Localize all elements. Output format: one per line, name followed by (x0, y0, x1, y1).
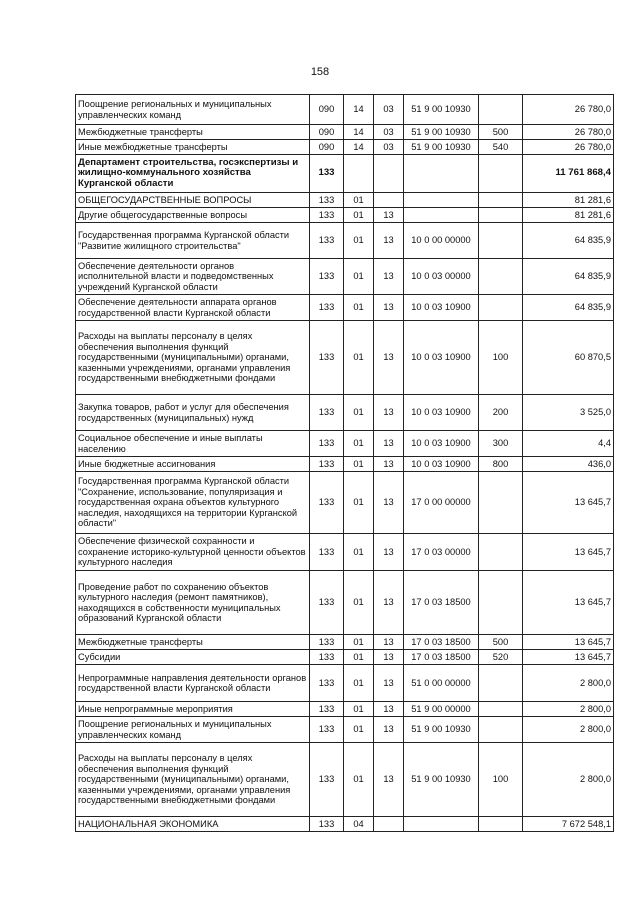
table-row (76, 321, 614, 395)
table-row (76, 208, 614, 223)
section-code-cell: 01 (344, 457, 374, 472)
subsection-code-cell: 13 (374, 665, 404, 702)
row-name-cell: Социальное обеспечение и иные выплаты населению (76, 431, 310, 457)
row-name-cell: НАЦИОНАЛЬНАЯ ЭКОНОМИКА (76, 817, 310, 832)
budget-table (75, 94, 614, 832)
target-article-cell: 10 0 03 10900 (404, 295, 479, 321)
expense-type-cell: 800 (479, 457, 523, 472)
target-article-cell: 51 9 00 10930 (404, 95, 479, 125)
table-row (76, 193, 614, 208)
expense-type-cell (479, 208, 523, 223)
row-name-cell: Поощрение региональных и муниципальных управленческих команд (76, 95, 310, 125)
section-code-cell: 01 (344, 223, 374, 259)
expense-type-cell: 500 (479, 125, 523, 140)
expense-type-cell (479, 571, 523, 635)
target-article-cell: 10 0 03 10900 (404, 321, 479, 395)
target-article-cell: 10 0 03 00000 (404, 259, 479, 295)
ministry-code-cell: 133 (310, 457, 344, 472)
expense-type-cell (479, 472, 523, 534)
subsection-code-cell: 13 (374, 295, 404, 321)
amount-cell: 3 525,0 (523, 395, 614, 431)
section-code-cell: 01 (344, 193, 374, 208)
target-article-cell: 10 0 03 10900 (404, 395, 479, 431)
expense-type-cell: 520 (479, 650, 523, 665)
expense-type-cell: 200 (479, 395, 523, 431)
section-code-cell: 14 (344, 95, 374, 125)
amount-cell: 26 780,0 (523, 140, 614, 155)
table-row (76, 125, 614, 140)
target-article-cell: 17 0 03 18500 (404, 571, 479, 635)
subsection-code-cell: 13 (374, 717, 404, 743)
subsection-code-cell: 13 (374, 321, 404, 395)
target-article-cell: 51 9 00 10930 (404, 140, 479, 155)
table-row (76, 457, 614, 472)
table-row (76, 702, 614, 717)
ministry-code-cell: 090 (310, 140, 344, 155)
ministry-code-cell: 133 (310, 259, 344, 295)
amount-cell: 2 800,0 (523, 702, 614, 717)
target-article-cell: 17 0 03 18500 (404, 650, 479, 665)
section-code-cell: 14 (344, 140, 374, 155)
section-code-cell: 01 (344, 650, 374, 665)
ministry-code-cell: 133 (310, 431, 344, 457)
ministry-code-cell: 133 (310, 635, 344, 650)
ministry-code-cell: 133 (310, 571, 344, 635)
ministry-code-cell: 133 (310, 717, 344, 743)
amount-cell: 436,0 (523, 457, 614, 472)
ministry-code-cell: 133 (310, 321, 344, 395)
expense-type-cell (479, 665, 523, 702)
amount-cell: 11 761 868,4 (523, 155, 614, 193)
target-article-cell: 51 0 00 00000 (404, 665, 479, 702)
subsection-code-cell: 13 (374, 457, 404, 472)
amount-cell: 64 835,9 (523, 295, 614, 321)
amount-cell: 26 780,0 (523, 95, 614, 125)
section-code-cell: 01 (344, 321, 374, 395)
expense-type-cell (479, 193, 523, 208)
amount-cell: 64 835,9 (523, 259, 614, 295)
section-code-cell: 04 (344, 817, 374, 832)
target-article-cell: 51 9 00 10930 (404, 717, 479, 743)
amount-cell: 13 645,7 (523, 472, 614, 534)
section-code-cell: 01 (344, 259, 374, 295)
section-code-cell: 01 (344, 431, 374, 457)
section-code-cell: 01 (344, 635, 374, 650)
row-name-cell: Расходы на выплаты персоналу в целях обеспечения выполнения функций государственными (муниципальными) органами, казенными учреждениями, органами управления государственными внебюджетными фондами (76, 743, 310, 817)
row-name-cell: Поощрение региональных и муниципальных управленческих команд (76, 717, 310, 743)
row-name-cell: Обеспечение физической сохранности и сохранение историко-культурной ценности объектов культурного наследия (76, 534, 310, 571)
ministry-code-cell: 133 (310, 665, 344, 702)
expense-type-cell (479, 817, 523, 832)
expense-type-cell: 540 (479, 140, 523, 155)
subsection-code-cell (374, 193, 404, 208)
target-article-cell (404, 817, 479, 832)
amount-cell: 60 870,5 (523, 321, 614, 395)
subsection-code-cell: 03 (374, 125, 404, 140)
expense-type-cell (479, 702, 523, 717)
row-name-cell: Непрограммные направления деятельности органов государственной власти Курганской области (76, 665, 310, 702)
section-code-cell: 01 (344, 534, 374, 571)
target-article-cell: 10 0 03 10900 (404, 457, 479, 472)
ministry-code-cell: 133 (310, 295, 344, 321)
amount-cell: 81 281,6 (523, 208, 614, 223)
table-row (76, 717, 614, 743)
target-article-cell: 17 0 00 00000 (404, 472, 479, 534)
row-name-cell: Иные непрограммные мероприятия (76, 702, 310, 717)
subsection-code-cell: 13 (374, 571, 404, 635)
table-row (76, 571, 614, 635)
subsection-code-cell: 13 (374, 635, 404, 650)
row-name-cell: Государственная программа Курганской области "Сохранение, использование, популяризация и государственная охрана объектов культурного наследия, находящихся на территории Курганской области" (76, 472, 310, 534)
ministry-code-cell: 133 (310, 743, 344, 817)
row-name-cell: Обеспечение деятельности органов исполнительной власти и подведомственных учреждений Курганской области (76, 259, 310, 295)
table-row (76, 223, 614, 259)
subsection-code-cell (374, 817, 404, 832)
amount-cell: 13 645,7 (523, 650, 614, 665)
table-row (76, 431, 614, 457)
subsection-code-cell: 13 (374, 208, 404, 223)
amount-cell: 13 645,7 (523, 635, 614, 650)
row-name-cell: Субсидии (76, 650, 310, 665)
subsection-code-cell (374, 155, 404, 193)
amount-cell: 2 800,0 (523, 743, 614, 817)
ministry-code-cell: 133 (310, 702, 344, 717)
expense-type-cell (479, 259, 523, 295)
table-row (76, 95, 614, 125)
table-row (76, 155, 614, 193)
subsection-code-cell: 13 (374, 743, 404, 817)
section-code-cell: 01 (344, 571, 374, 635)
table-row (76, 665, 614, 702)
target-article-cell: 10 0 03 10900 (404, 431, 479, 457)
row-name-cell: Межбюджетные трансферты (76, 125, 310, 140)
ministry-code-cell: 090 (310, 125, 344, 140)
target-article-cell: 51 9 00 10930 (404, 743, 479, 817)
row-name-cell: Расходы на выплаты персоналу в целях обеспечения выполнения функций государственными (муниципальными) органами, казенными учреждениями, органами управления государственными внебюджетными фондами (76, 321, 310, 395)
section-code-cell: 01 (344, 472, 374, 534)
expense-type-cell: 500 (479, 635, 523, 650)
page-number: 158 (310, 66, 330, 78)
target-article-cell: 10 0 00 00000 (404, 223, 479, 259)
amount-cell: 26 780,0 (523, 125, 614, 140)
row-name-cell: Межбюджетные трансферты (76, 635, 310, 650)
subsection-code-cell: 13 (374, 431, 404, 457)
subsection-code-cell: 03 (374, 140, 404, 155)
expense-type-cell: 300 (479, 431, 523, 457)
target-article-cell: 17 0 03 00000 (404, 534, 479, 571)
section-code-cell: 01 (344, 665, 374, 702)
target-article-cell: 17 0 03 18500 (404, 635, 479, 650)
table-row (76, 743, 614, 817)
ministry-code-cell: 133 (310, 817, 344, 832)
table-row (76, 140, 614, 155)
section-code-cell: 01 (344, 295, 374, 321)
ministry-code-cell: 090 (310, 95, 344, 125)
row-name-cell: Государственная программа Курганской области "Развитие жилищного строительства" (76, 223, 310, 259)
subsection-code-cell: 13 (374, 534, 404, 571)
ministry-code-cell: 133 (310, 534, 344, 571)
table-row (76, 259, 614, 295)
table-row (76, 472, 614, 534)
target-article-cell (404, 193, 479, 208)
target-article-cell: 51 9 00 10930 (404, 125, 479, 140)
subsection-code-cell: 03 (374, 95, 404, 125)
table-row (76, 534, 614, 571)
target-article-cell (404, 155, 479, 193)
row-name-cell: Департамент строительства, госэкспертизы и жилищно-коммунального хозяйства Курганской области (76, 155, 310, 193)
amount-cell: 7 672 548,1 (523, 817, 614, 832)
target-article-cell (404, 208, 479, 223)
amount-cell: 81 281,6 (523, 193, 614, 208)
row-name-cell: Другие общегосударственные вопросы (76, 208, 310, 223)
ministry-code-cell: 133 (310, 223, 344, 259)
ministry-code-cell: 133 (310, 193, 344, 208)
subsection-code-cell: 13 (374, 223, 404, 259)
subsection-code-cell: 13 (374, 259, 404, 295)
ministry-code-cell: 133 (310, 155, 344, 193)
amount-cell: 13 645,7 (523, 571, 614, 635)
table-row (76, 395, 614, 431)
section-code-cell: 01 (344, 717, 374, 743)
row-name-cell: Иные межбюджетные трансферты (76, 140, 310, 155)
amount-cell: 2 800,0 (523, 665, 614, 702)
row-name-cell: ОБЩЕГОСУДАРСТВЕННЫЕ ВОПРОСЫ (76, 193, 310, 208)
ministry-code-cell: 133 (310, 650, 344, 665)
section-code-cell: 01 (344, 208, 374, 223)
subsection-code-cell: 13 (374, 395, 404, 431)
subsection-code-cell: 13 (374, 472, 404, 534)
amount-cell: 2 800,0 (523, 717, 614, 743)
subsection-code-cell: 13 (374, 650, 404, 665)
amount-cell: 4,4 (523, 431, 614, 457)
table-row (76, 295, 614, 321)
expense-type-cell (479, 95, 523, 125)
table-row (76, 650, 614, 665)
table-row (76, 817, 614, 832)
row-name-cell: Обеспечение деятельности аппарата органов государственной власти Курганской области (76, 295, 310, 321)
expense-type-cell (479, 155, 523, 193)
subsection-code-cell: 13 (374, 702, 404, 717)
expense-type-cell: 100 (479, 321, 523, 395)
table-row (76, 635, 614, 650)
target-article-cell: 51 9 00 00000 (404, 702, 479, 717)
expense-type-cell (479, 717, 523, 743)
ministry-code-cell: 133 (310, 208, 344, 223)
section-code-cell (344, 155, 374, 193)
ministry-code-cell: 133 (310, 472, 344, 534)
section-code-cell: 01 (344, 702, 374, 717)
amount-cell: 13 645,7 (523, 534, 614, 571)
amount-cell: 64 835,9 (523, 223, 614, 259)
expense-type-cell: 100 (479, 743, 523, 817)
row-name-cell: Иные бюджетные ассигнования (76, 457, 310, 472)
section-code-cell: 01 (344, 743, 374, 817)
ministry-code-cell: 133 (310, 395, 344, 431)
expense-type-cell (479, 295, 523, 321)
expense-type-cell (479, 534, 523, 571)
row-name-cell: Проведение работ по сохранению объектов культурного наследия (ремонт памятников), находящихся в собственности муниципальных образований Курганской области (76, 571, 310, 635)
row-name-cell: Закупка товаров, работ и услуг для обеспечения государственных (муниципальных) нужд (76, 395, 310, 431)
section-code-cell: 14 (344, 125, 374, 140)
section-code-cell: 01 (344, 395, 374, 431)
expense-type-cell (479, 223, 523, 259)
